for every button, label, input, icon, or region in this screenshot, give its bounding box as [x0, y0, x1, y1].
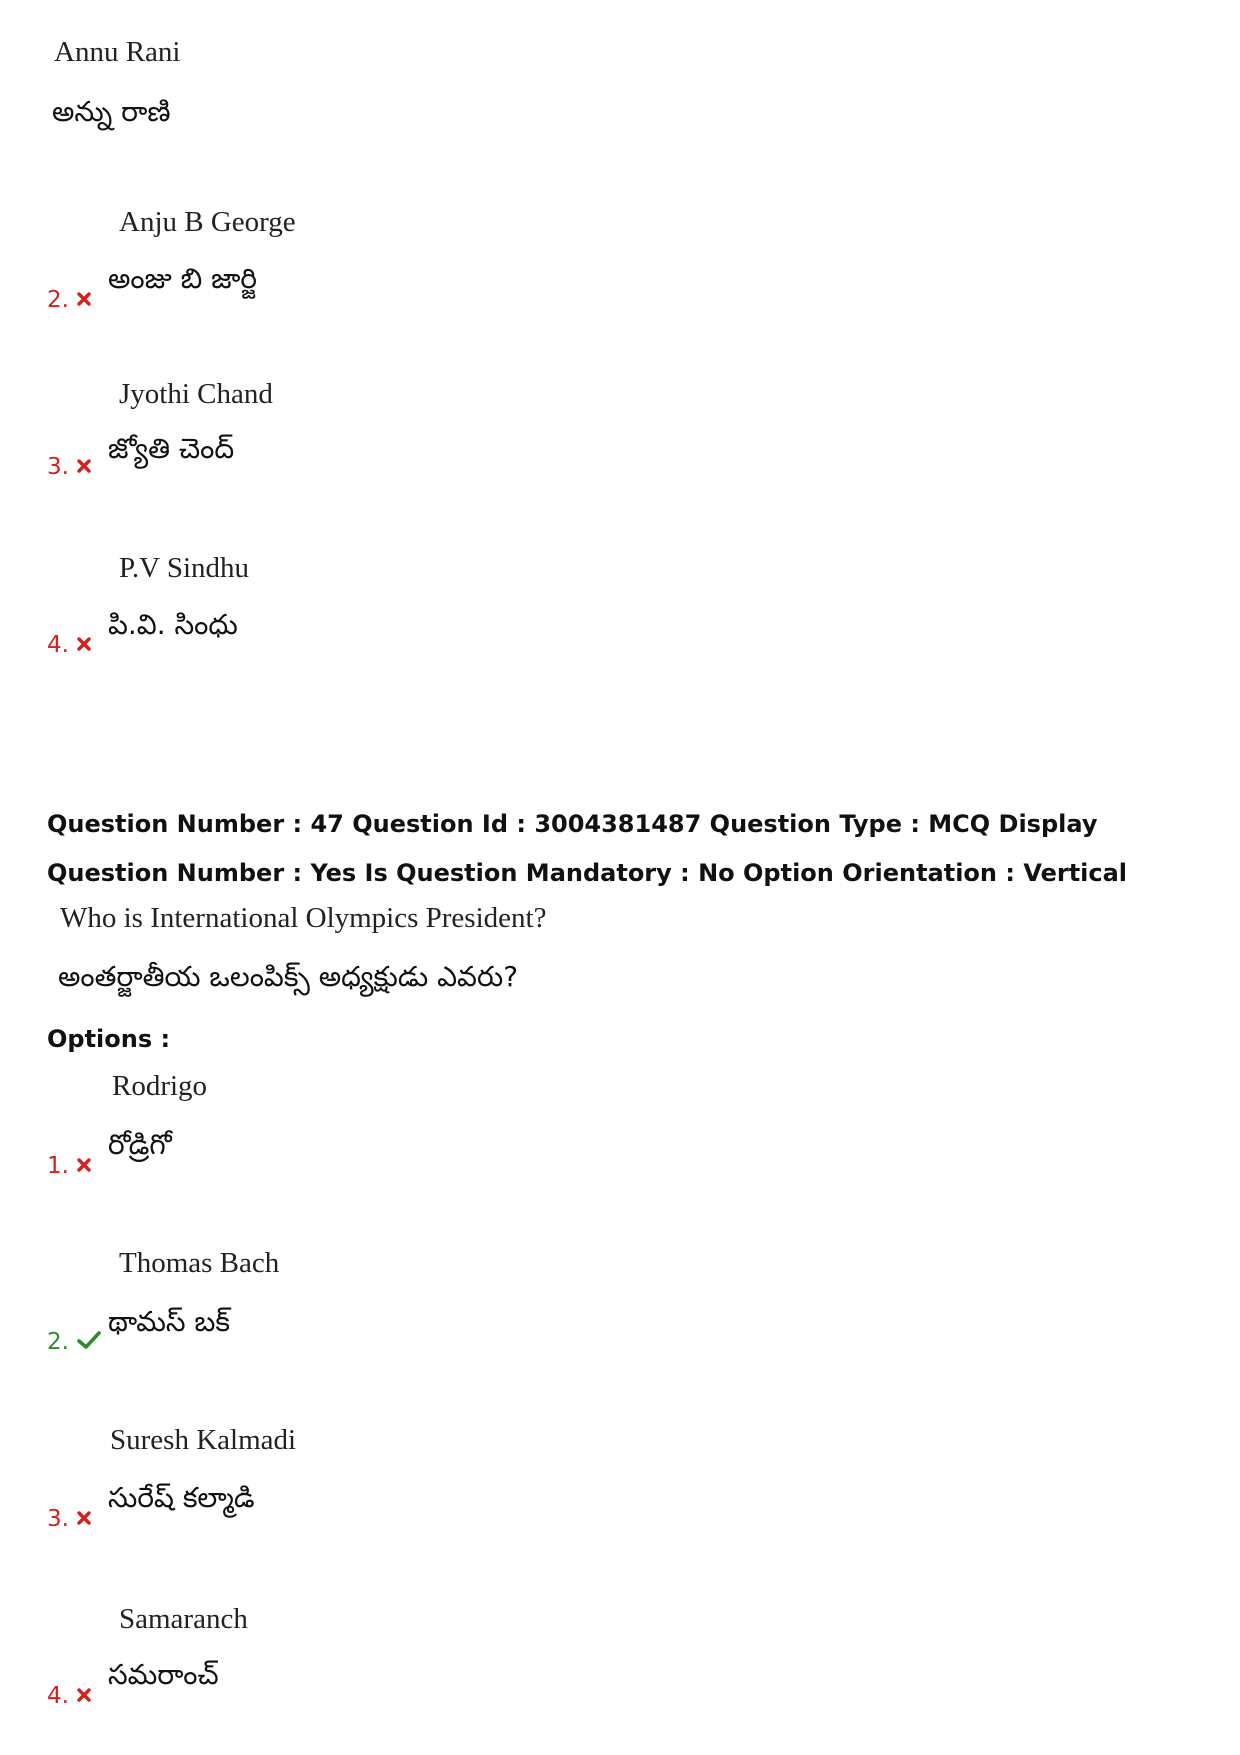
question-header: Question Number : 47 Question Id : 3004381487 Question Type : MCQ Display Question Number : Yes Is Question Mandatory : No Option Orientation : Vertical [47, 810, 1128, 887]
prev-option-4-telugu: పి.వి. సింధు [108, 608, 238, 641]
options-label: Options : [47, 1025, 171, 1053]
prev-option-2-number: 2. [47, 287, 69, 313]
cross-icon [77, 291, 91, 310]
prev-option-3-number: 3. [47, 454, 69, 480]
option-4-telugu: సమరాంచ్ [108, 1658, 219, 1691]
prev-option-2-marker [47, 287, 91, 313]
prev-option-4-number: 4. [47, 632, 69, 658]
question-telugu: అంతర్జాతీయ ఒలంపిక్స్ అధ్యక్షుడు ఎవరు? [58, 960, 519, 993]
cross-icon [77, 1157, 91, 1176]
prev-option-1-english: Annu Rani [54, 36, 181, 68]
check-icon [77, 1330, 101, 1354]
question-english: Who is International Olympics President? [60, 902, 547, 934]
cross-icon [77, 1510, 91, 1529]
prev-option-4-english: P.V Sindhu [119, 552, 250, 584]
prev-option-4-marker [47, 632, 91, 658]
option-1-marker [47, 1153, 91, 1179]
cross-icon [77, 458, 91, 477]
option-4-number: 4. [47, 1683, 69, 1709]
prev-option-2-telugu: అంజు బి జార్జి [108, 262, 257, 295]
option-2-marker [47, 1329, 101, 1355]
cross-icon [77, 636, 91, 655]
option-1-english: Rodrigo [112, 1070, 208, 1102]
option-2-number: 2. [47, 1329, 69, 1355]
option-3-number: 3. [47, 1506, 69, 1532]
cross-icon [77, 1687, 91, 1706]
option-3-english: Suresh Kalmadi [110, 1424, 297, 1456]
option-4-english: Samaranch [119, 1603, 248, 1635]
option-1-number: 1. [47, 1153, 69, 1179]
option-2-telugu: థామస్ బక్ [108, 1305, 231, 1338]
prev-option-3-english: Jyothi Chand [119, 378, 273, 410]
prev-option-3-marker [47, 454, 91, 480]
option-4-marker [47, 1683, 91, 1709]
prev-option-2-english: Anju B George [119, 206, 296, 238]
option-3-telugu: సురేష్ కల్మాడి [108, 1481, 255, 1514]
option-3-marker [47, 1506, 91, 1532]
option-1-telugu: రోడ్రిగో [108, 1128, 172, 1161]
prev-option-1-telugu: అన్ను రాణి [52, 95, 171, 128]
option-2-english: Thomas Bach [119, 1247, 280, 1279]
prev-option-3-telugu: జ్యోతి చెంద్ [108, 432, 235, 465]
